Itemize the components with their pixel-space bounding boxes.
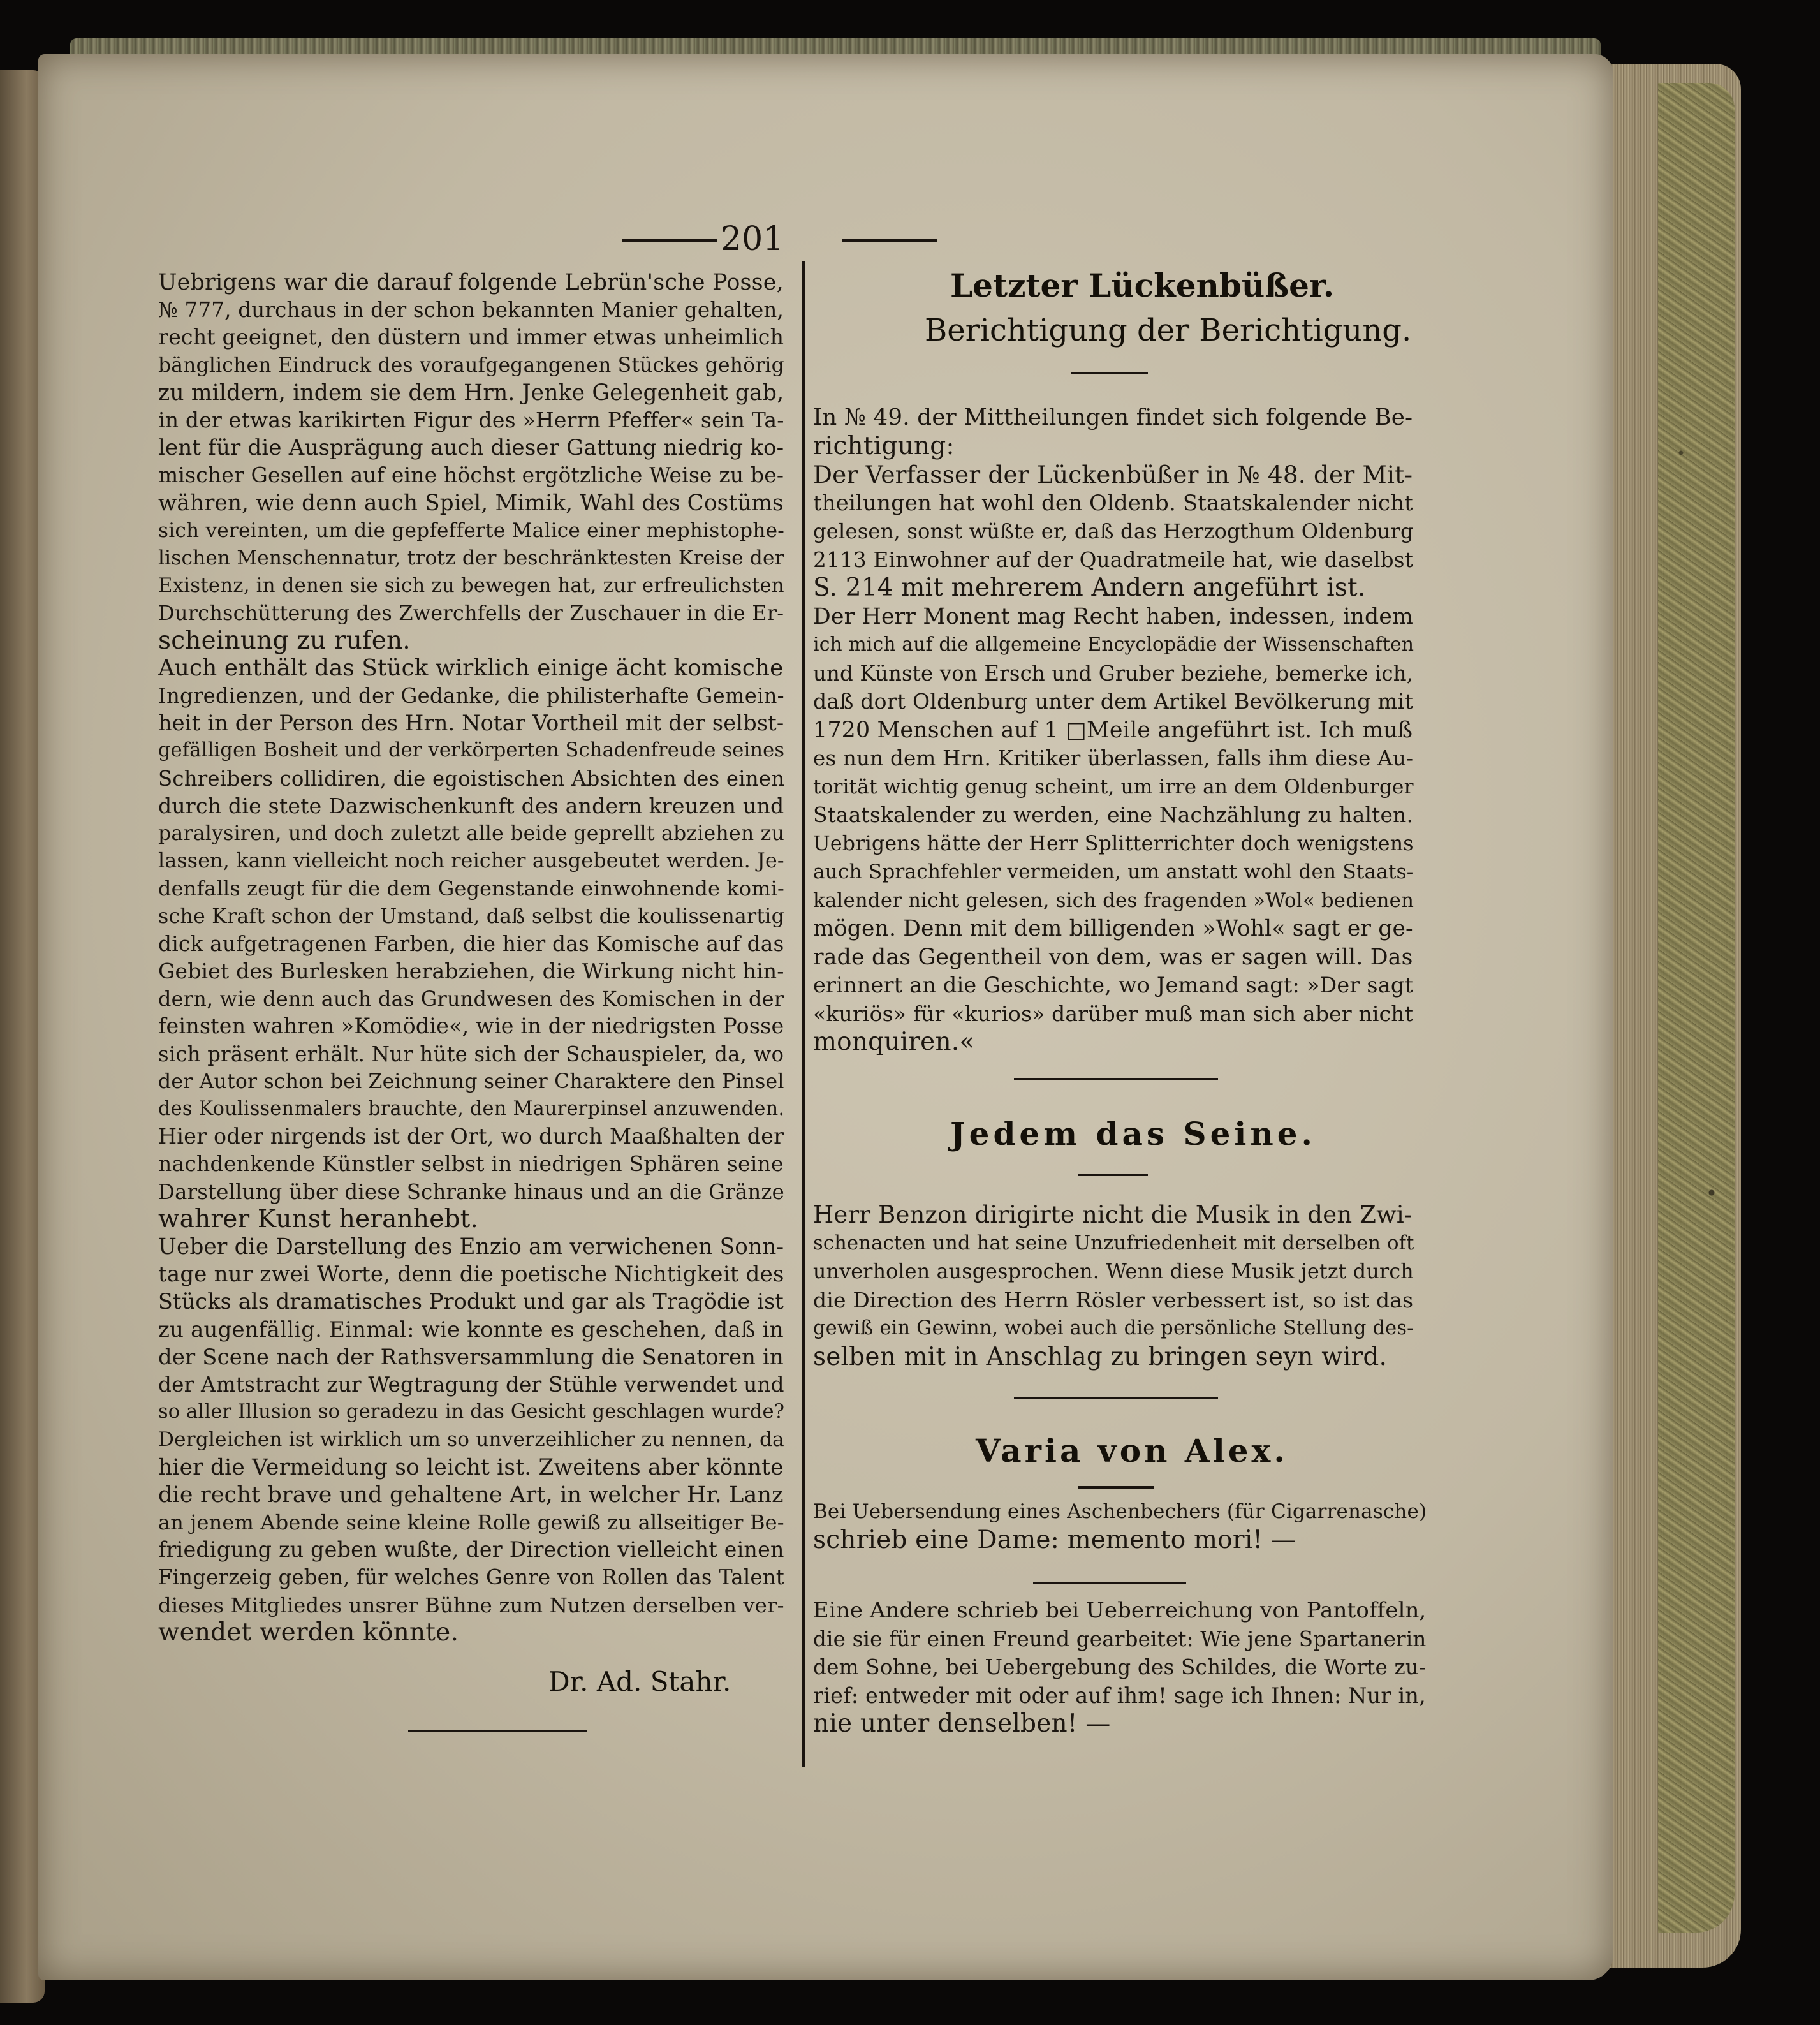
text-line: Bei Uebersendung eines Aschenbechers (für Cigarrenasche) [813,1500,1427,1523]
text-line: schrieb eine Dame: memento mori! — [813,1525,1296,1554]
text-line: erinnert an die Geschichte, wo Jemand sagt: »Der sagt [813,973,1414,998]
text-line: № 777, durchaus in der schon bekannten Manier gehalten, [158,298,784,323]
page-number: 201 [721,220,784,258]
text-line: lischen Menschennatur, trotz der beschränktesten Kreise der [158,547,784,570]
text-line: recht geeignet, den düstern und immer etwas unheimlich [158,325,784,350]
text-line: torität wichtig genug scheint, um irre an dem Oldenburger [813,775,1414,799]
text-line: unverholen ausgesprochen. Wenn diese Musik jetzt durch [813,1260,1414,1283]
text-line: hier die Vermeidung so leicht ist. Zweitens aber könnte [158,1454,784,1480]
text-line: Schreibers collidiren, die egoistischen Absichten des einen [158,766,785,791]
text-line: richtigung: [813,431,955,460]
text-line: wendet werden könnte. [158,1617,459,1647]
text-line: Durchschütterung des Zwerchfells der Zuschauer in die Er- [158,601,784,626]
text-line: dem Sohne, bei Uebergebung des Schildes, die Worte zu- [813,1655,1427,1679]
text-line: dieses Mitgliedes unsrer Bühne zum Nutzen derselben ver- [158,1593,784,1617]
text-line: heit in der Person des Hrn. Notar Vortheil mit der selbst- [158,711,784,736]
text-line: Der Verfasser der Lückenbüßer in № 48. der Mit- [813,460,1413,489]
text-line: sche Kraft schon der Umstand, daß selbst die koulissenartig [158,904,785,928]
text-line: In № 49. der Mittheilungen findet sich folgende Be- [813,404,1413,431]
text-line: tage nur zwei Worte, denn die poetische Nichtigkeit des [158,1262,784,1288]
text-line: zu mildern, indem sie dem Hrn. Jenke Gelegenheit gab, [158,379,784,406]
text-line: der Amtstracht zur Wegtragung der Stühle verwendet und [158,1373,784,1397]
text-line: rade das Gegentheil von dem, was er sagen will. Das [813,944,1413,970]
text-line: Der Herr Monent mag Recht haben, indessen, indem [813,603,1414,630]
text-line: der Autor schon bei Zeichnung seiner Charaktere den Pinsel [158,1070,784,1093]
text-line: monquiren.« [813,1027,975,1056]
text-line: gelesen, sonst wüßte er, daß das Herzogthum Oldenburg [813,519,1414,543]
text-line: ich mich auf die allgemeine Encyclopädie der Wissenschaften [813,633,1414,656]
text-line: daß dort Oldenburg unter dem Artikel Bevölkerung mit [813,689,1414,714]
text-line: wahrer Kunst heranhebt. [158,1204,479,1233]
text-line: rief: entweder mit oder auf ihm! sage ich Ihnen: Nur in, [813,1683,1426,1708]
section1-rule [1071,372,1148,374]
section2-title: Jedem das Seine. [950,1115,1316,1152]
left-end-rule [408,1730,587,1732]
header-rule-right [842,239,937,242]
section1-subtitle: Berichtigung der Berichtigung. [925,313,1412,348]
text-line: durch die stete Dazwischenkunft des andern kreuzen und [158,793,784,818]
text-line: dern, wie denn auch das Grundwesen des Komischen in der [158,987,784,1012]
text-line: Eine Andere schrieb bei Ueberreichung von Pantoffeln, [813,1598,1427,1623]
text-line: 2113 Einwohner auf der Quadratmeile hat, wie daselbst [813,547,1414,572]
text-line: bänglichen Eindruck des voraufgegangenen Stückes gehörig [158,353,784,377]
text-line: Herr Benzon dirigirte nicht die Musik in den Zwi- [813,1201,1413,1228]
section3-mid-rule [1033,1582,1186,1584]
text-line: Darstellung über diese Schranke hinaus und an die Gränze [158,1179,784,1204]
text-line: Uebrigens hätte der Herr Splitterrichter doch wenigstens [813,832,1414,855]
section2-rule [1078,1174,1148,1176]
section1-title: Letzter Lückenbüßer. [950,267,1335,304]
text-line: mögen. Denn mit dem billigenden »Wohl« sagt er ge- [813,916,1413,941]
section3-title: Varia von Alex. [976,1432,1288,1469]
text-line: des Koulissenmalers brauchte, den Maurerpinsel anzuwenden. [158,1098,785,1120]
text-line: Hier oder nirgends ist der Ort, wo durch Maaßhalten der [158,1124,784,1149]
text-line: denfalls zeugt für die dem Gegenstande einwohnende komi- [158,876,784,901]
text-line: feinsten wahren »Komödie«, wie in der niedrigsten Posse [158,1013,784,1039]
text-line: Ueber die Darstellung des Enzio am verwichenen Sonn- [158,1234,784,1260]
section1-end-rule [1014,1078,1218,1080]
text-line: zu augenfällig. Einmal: wie konnte es geschehen, daß in [158,1316,784,1343]
text-line: der Scene nach der Rathsversammlung die Senatoren in [158,1344,784,1369]
text-line: kalender nicht gelesen, sich des fragenden »Wol« bedienen [813,888,1414,912]
section2-end-rule [1014,1397,1218,1399]
text-line: paralysiren, und doch zuletzt alle beide geprellt abziehen zu [158,822,784,845]
text-line: die recht brave und gehaltene Art, in welcher Hr. Lanz [158,1482,784,1508]
marbled-book-edge [1658,83,1735,1933]
text-line: «kuriös» für «kurios» darüber muß man sich aber nicht [813,1001,1414,1026]
text-line: auch Sprachfehler vermeiden, um anstatt wohl den Staats- [813,860,1414,883]
text-line: die sie für einen Freund gearbeitet: Wie jene Spartanerin [813,1626,1427,1651]
text-line: an jenem Abende seine kleine Rolle gewiß zu allseitiger Be- [158,1510,784,1535]
text-line: die Direction des Herrn Rösler verbessert ist, so ist das [813,1287,1414,1313]
text-line: S. 214 mit mehrerem Andern angeführt ist. [813,573,1366,602]
text-line: schenacten und hat seine Unzufriedenheit mit derselben oft [813,1232,1414,1255]
text-line: lent für die Ausprägung auch dieser Gattung niedrig ko- [158,435,784,461]
text-line: theilungen hat wohl den Oldenb. Staatskalender nicht [813,490,1413,515]
text-line: Staatskalender zu werden, eine Nachzählung zu halten. [813,803,1414,827]
text-line: gewiß ein Gewinn, wobei auch die persönliche Stellung des- [813,1317,1414,1339]
column-divider [802,261,805,1767]
text-line: dick aufgetragenen Farben, die hier das Komische auf das [158,931,784,956]
text-line: selben mit in Anschlag zu bringen seyn wird. [813,1342,1388,1371]
text-line: so aller Illusion so geradezu in das Gesicht geschlagen wurde? [158,1401,785,1424]
text-line: sich vereinten, um die gepfefferte Malice einer mephistophe- [158,519,784,542]
signature: Dr. Ad. Stahr. [548,1666,731,1697]
text-line: nie unter denselben! — [813,1709,1111,1738]
header-rule-left [622,239,717,242]
text-line: sich präsent erhält. Nur hüte sich der Schauspieler, da, wo [158,1042,784,1066]
text-line: Auch enthält das Stück wirklich einige ächt komische [158,654,784,681]
text-line: und Künste von Ersch und Gruber beziehe, bemerke ich, [813,661,1414,686]
text-line: 1720 Menschen auf 1 □Meile angeführt ist. Ich muß [813,717,1413,743]
section3-rule [1078,1486,1154,1489]
text-line: scheinung zu rufen. [158,626,411,655]
text-line: Existenz, in denen sie sich zu bewegen hat, zur erfreulichsten [158,574,784,598]
text-line: gefälligen Bosheit und der verkörperten Schadenfreude seines [158,739,785,762]
text-line: in der etwas karikirten Figur des »Herrn Pfeffer« sein Ta- [158,408,784,432]
text-line: Dergleichen ist wirklich um so unverzeihlicher zu nennen, da [158,1428,784,1452]
text-line: Stücks als dramatisches Produkt und gar als Tragödie ist [158,1289,784,1314]
text-line: Fingerzeig geben, für welches Genre von Rollen das Talent [158,1565,784,1590]
text-line: nachdenkende Künstler selbst in niedrigen Sphären seine [158,1151,784,1177]
text-line: mischer Gesellen auf eine höchst ergötzliche Weise zu be- [158,462,784,488]
text-line: lassen, kann vielleicht noch reicher ausgebeutet werden. Je- [158,850,784,873]
text-line: es nun dem Hrn. Kritiker überlassen, falls ihm diese Au- [813,746,1414,770]
text-line: Ingredienzen, und der Gedanke, die philisterhafte Gemein- [158,684,784,708]
text-line: Uebrigens war die darauf folgende Lebrün'sche Posse, [158,270,784,295]
text-line: währen, wie denn auch Spiel, Mimik, Wahl des Costüms [158,490,784,516]
text-line: Gebiet des Burlesken herabziehen, die Wirkung nicht hin- [158,959,784,983]
text-line: friedigung zu geben wußte, der Direction vielleicht einen [158,1537,784,1563]
